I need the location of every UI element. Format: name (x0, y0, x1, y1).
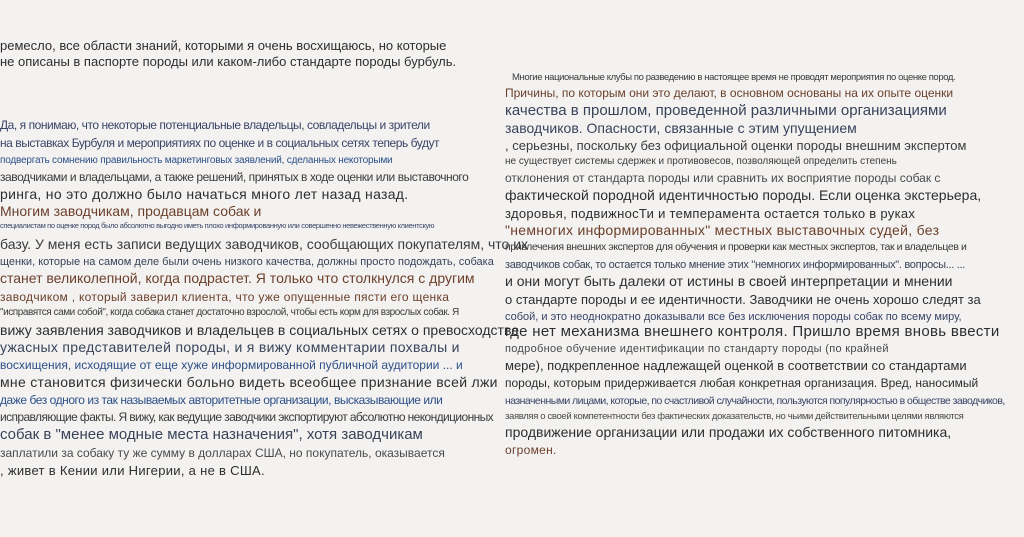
text-line: ужасных представителей породы, и я вижу комментарии похвалы и (0, 339, 460, 355)
text-line: Многие национальные клубы по разведению в настоящее время не проводят мероприятия по оценке пород. (512, 72, 956, 83)
text-line: где нет механизма внешнего контроля. Пришло время вновь ввести (505, 323, 1000, 340)
text-line: собой, и это неоднократно доказывали все без исключения породы собак по всему миру, (505, 311, 962, 323)
text-line: фактической породной идентичностью породы. Если оценка экстерьера, (505, 187, 982, 203)
text-line: назначенными лицами, которые, по счастливой случайности, пользуются популярностью в обществе заводчиков, (505, 395, 1005, 407)
text-line: "исправятся сами собой", когда собака станет достаточно взрослой, чтобы есть корм для взрослых собак. Я (0, 307, 459, 318)
text-line: заводчиком , который заверил клиента, что уже опущенные пясти его щенка (0, 290, 450, 304)
text-line: не существует системы сдержек и противовесов, позволяющей определить степень (505, 156, 897, 167)
text-line: качества в прошлом, проведенной различными организациями (505, 102, 947, 119)
text-line: огромен. (505, 443, 557, 457)
text-line: собак в "менее модные места назначения", хотя заводчикам (0, 426, 423, 443)
text-line: щенки, которые на самом деле были очень низкого качества, должны просто подождать, собака (0, 256, 494, 268)
text-line: мере), подкрепленное надлежащей оценкой в соответствии со стандартами (505, 358, 967, 373)
text-line: заявляя о своей компетентности без фактических доказательств, но чьими действительными целями являются (505, 411, 964, 422)
text-line: заводчиков. Опасности, связанные с этим упущением (505, 120, 857, 136)
right-text-column (505, 0, 1024, 537)
text-line: подробное обучение идентификации по стандарту породы (по крайней (505, 343, 889, 355)
text-line: станет великолепной, когда подрастет. Я только что столкнулся с другим (0, 270, 475, 286)
text-line: , живет в Кении или Нигерии, а не в США. (0, 463, 265, 478)
text-line: ремесло, все области знаний, которыми я очень восхищаюсь, но которые (0, 38, 447, 53)
text-line: Многим заводчикам, продавцам собак и (0, 203, 262, 219)
text-line: Да, я понимаю, что некоторые потенциальные владельцы, совладельцы и зрители (0, 118, 430, 132)
text-line: мне становится физически больно видеть всеобщее признание всей лжи (0, 374, 498, 390)
text-line: восхищения, исходящие от еще хуже информированной публичной аудитории ... и (0, 358, 463, 372)
text-line: привлечения внешних экспертов для обучения и проверки как местных экспертов, так и владельцев и (505, 241, 967, 253)
text-line: породы, которым придерживается любая конкретная организация. Вред, наносимый (505, 376, 979, 390)
text-line: подвергать сомнению правильность маркетинговых заявлений, сделанных некоторыми (0, 155, 393, 166)
text-line: отклонения от стандарта породы или сравнить их восприятие породы собак с (505, 171, 941, 185)
text-line: исправляющие факты. Я вижу, как ведущие заводчики экспортируют абсолютно некондиционных (0, 410, 494, 424)
text-line: не описаны в паспорте породы или каком-либо стандарте породы бурбуль. (0, 54, 457, 69)
text-line: "немногих информированных" местных выставочных судей, без (505, 222, 940, 238)
text-line: , серьезны, поскольку без официальной оценки породы внешним экспертом (505, 138, 967, 153)
text-line: вижу заявления заводчиков и владельцев в социальных сетях о превосходстве (0, 322, 520, 338)
text-line: и они могут быть далеки от истины в своей интерпретации и мнении (505, 273, 953, 289)
text-line: специалистам по оценке пород было абсолютно выгодно иметь плохо информированную или совершенно невежественную клиентскую (0, 221, 435, 230)
text-line: ринга, но это должно было начаться много лет назад назад. (0, 186, 409, 202)
text-line: Причины, по которым они это делают, в основном основаны на их опыте оценки (505, 86, 954, 100)
text-line: даже без одного из так называемых авторитетные организации, высказывающие или (0, 393, 443, 407)
text-line: здоровья, подвижносТи и темперамента остается только в руках (505, 206, 916, 221)
text-line: заводчиками и владельцами, а также решений, принятых в ходе оценки или выставочного (0, 170, 469, 184)
text-line: о стандарте породы и ее идентичности. Заводчики не очень хорошо следят за (505, 292, 981, 307)
text-line: базу. У меня есть записи ведущих заводчиков, сообщающих покупателям, что их (0, 236, 529, 252)
text-line: заводчиков собак, то остается только мнение этих "немногих информированных". вопросы... ... (505, 259, 966, 271)
text-line: на выставках Бурбуля и мероприятиях по оценке и в социальных сетях теперь будут (0, 136, 440, 150)
text-line: продвижение организации или продажи их собственного питомника, (505, 424, 952, 440)
text-line: заплатили за собаку ту же сумму в долларах США, но покупатель, оказывается (0, 446, 445, 460)
